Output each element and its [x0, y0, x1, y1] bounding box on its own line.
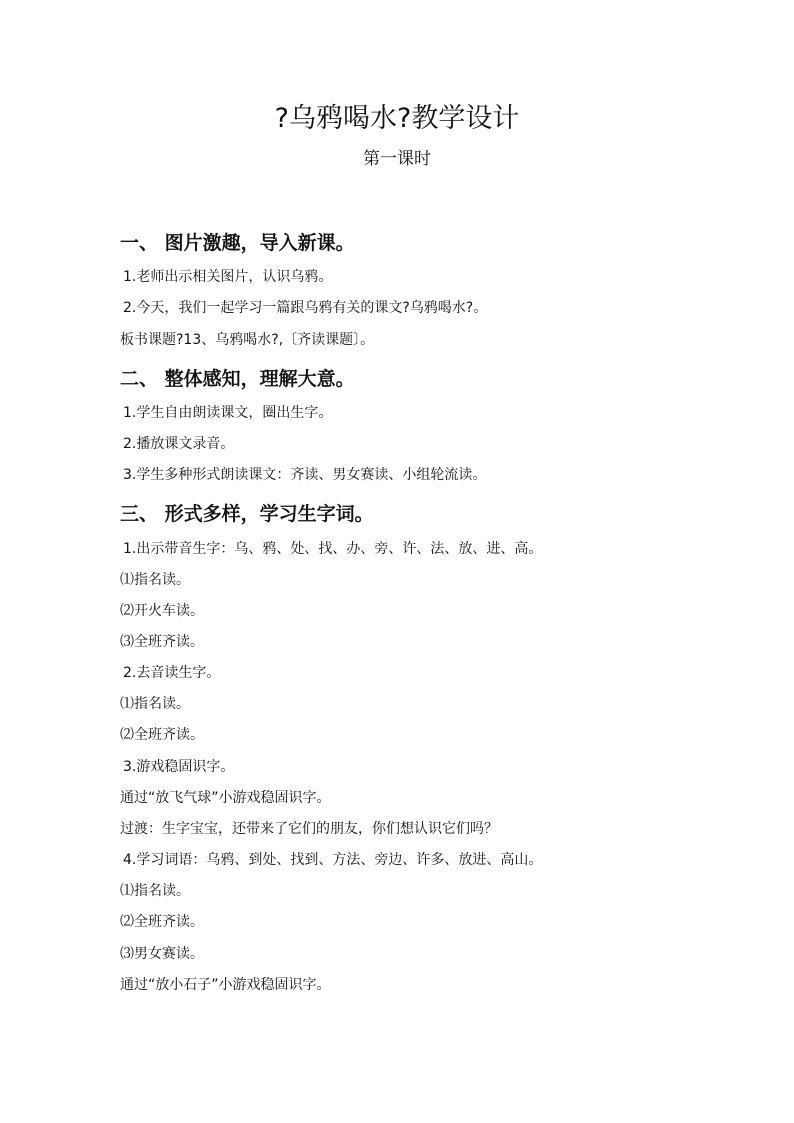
section-3-line-12: ⑴指名读。 [120, 883, 190, 899]
section-3-line-7: ⑵全班齐读。 [120, 727, 204, 743]
document-title: ?乌鸦喝水?教学设计 [274, 103, 520, 134]
document-subtitle: 第一课时 [363, 149, 431, 169]
section-1-line-2: 2.今天，我们一起学习一篇跟乌鸦有关的课文?乌鸦喝水?。 [123, 300, 488, 316]
section-3-line-15: 通过“放小石子”小游戏稳固识字。 [120, 977, 331, 993]
section-1-line-3: 板书课题?13、乌鸦喝水?,〔齐读课题〕。 [120, 332, 375, 348]
section-3-line-5: 2.去音读生字。 [123, 665, 221, 681]
section-2-line-3: 3.学生多种形式朗读课文：齐读、男女赛读、小组轮流读。 [123, 467, 487, 483]
section-3-line-8: 3.游戏稳固识字。 [123, 759, 235, 775]
section-3-line-9: 通过“放飞气球”小游戏稳固识字。 [120, 790, 331, 806]
section-3-line-6: ⑴指名读。 [120, 696, 190, 712]
section-3-line-11: 4.学习词语：乌鸦、到处、找到、方法、旁边、许多、放进、高山。 [123, 852, 543, 868]
section-3-line-14: ⑶男女赛读。 [120, 946, 204, 962]
section-3-line-2: ⑴指名读。 [120, 572, 190, 588]
section-2-heading: 二、 整体感知，理解大意。 [120, 368, 355, 390]
section-2-line-1: 1.学生自由朗读课文，圈出生字。 [123, 405, 333, 421]
section-1-line-1: 1.老师出示相关图片，认识乌鸦。 [123, 269, 333, 285]
section-3-line-4: ⑶全班齐读。 [120, 634, 204, 650]
section-3-line-3: ⑵开火车读。 [120, 603, 204, 619]
section-3-line-1: 1.出示带音生字：乌、鸦、处、找、办、旁、许、法、放、进、高。 [123, 541, 543, 557]
section-1-heading: 一、 图片激趣，导入新课。 [120, 232, 355, 254]
section-2-line-2: 2.播放课文录音。 [123, 436, 235, 452]
section-3-line-13: ⑵全班齐读。 [120, 914, 204, 930]
section-3-heading: 三、 形式多样，学习生字词。 [120, 503, 374, 525]
section-3-line-10: 过渡：生字宝宝，还带来了它们的朋友，你们想认识它们吗？ [120, 821, 498, 837]
